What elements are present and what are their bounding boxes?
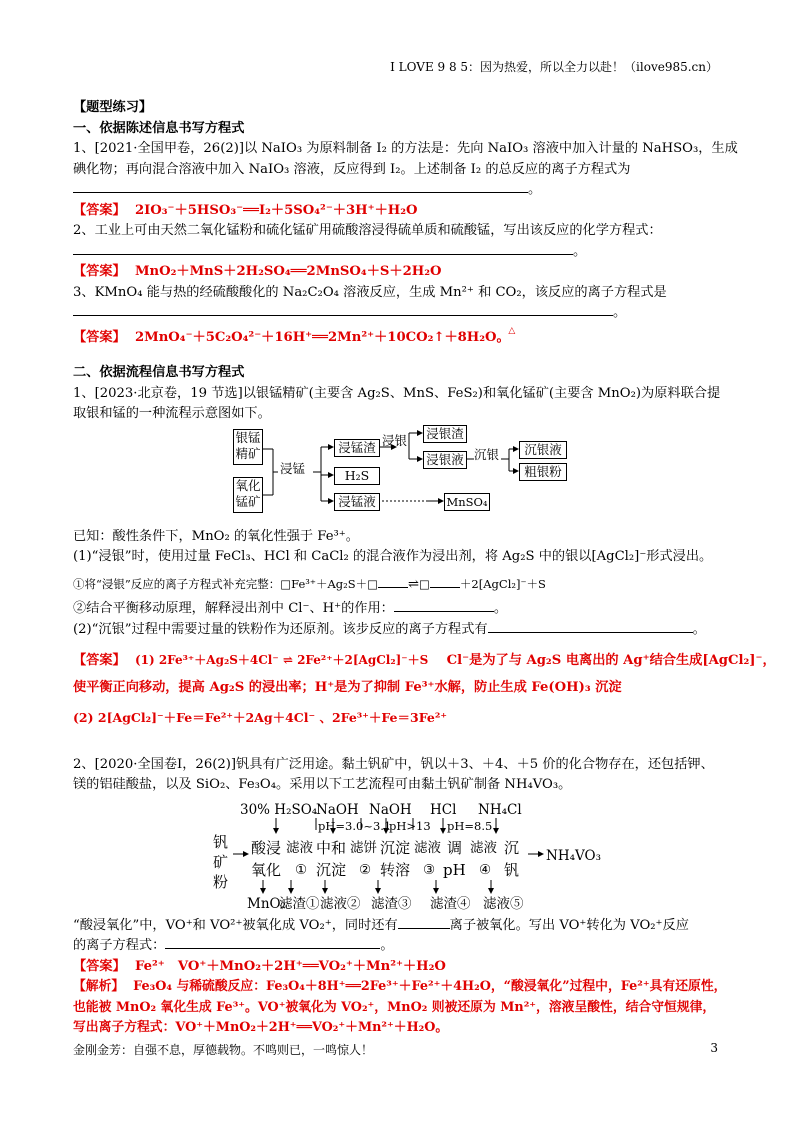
h2s-box: H₂S [334,467,380,485]
answer-label: 【答案】 [73,653,126,668]
ore-char-2: 矿 [213,852,229,871]
part2-title: 二、依据流程信息书写方程式 [73,365,245,380]
residue-ag-box: 浸银渣 [423,425,467,443]
p2q2-answer [73,957,719,978]
step-neutralize: 中和 [316,838,347,857]
q1-answer [73,201,719,222]
answer-text: MnO₂＋MnS＋2H₂SO₄══2MnSO₄＋S＋2H₂O [134,264,442,279]
q3-text: 3、KMnO₄ 能与热的经硫酸酸化的 Na₂C₂O₄ 溶液反应，生成 Mn²⁺ 和 CO₂，该反应的离子方程式是 [73,284,667,300]
q1-text-a: 1、[2021·全国甲卷，26(2)]以 NaIO₃ 为原料制备 I₂ 的方法是：先向 NaIO₃ 溶液中加入计量的 NaHSO₃，生成 [73,141,738,156]
precip-ag-label: 沉银 [474,446,500,462]
reagent-naoh-1: NaOH [316,801,359,818]
filtrate-3: 滤液 [414,839,441,856]
p2q2-question-b: 的离子方程式： 。 [73,938,394,953]
p2q1-answer2: (2) 2[AgCl₂]⁻＋Fe＝Fe²⁺＋2Ag＋4Cl⁻ 、2Fe³⁺＋Fe＝3Fe²⁺ [73,710,447,725]
p2q1-part2: (2)“沉银”过程中需要过量的铁粉作为还原剂。该步反应的离子方程式有 。 [73,621,706,637]
p2q1-answer [73,650,776,672]
filter-cake-num: ② [359,861,372,878]
bottom-filtrate-5: 滤液⑤ [483,895,524,912]
q2-blank-line: 。 [73,242,719,263]
p2q1-part1b: ②结合平衡移动原理，解释浸出剂中 Cl⁻、H⁺的作用： 。 [73,601,508,616]
liquor-ag-box: 浸银液 [423,451,467,469]
step-ph: pH [443,860,466,879]
p2q2-text-b: 镁的铝硅酸盐，以及 SiO₂、Fe₃O₄。采用以下工艺流程可由黏土钒矿制备 NH₄VO₃。 [73,777,572,792]
mnso4-box: MnSO₄ [444,493,490,511]
reagent-nh4cl: NH₄Cl [478,801,522,818]
bottom-residue-1: 滤渣① [279,895,320,912]
page-header: I LOVE 9 8 5：因为热爱，所以全力以赴！（ilove985.cn） [390,60,718,74]
step-acid-leach: 酸浸 [251,838,282,857]
q1-text-b: 碘化物；再向混合溶液中加入 NaIO₃ 溶液，反应得到 I₂。上述制备 I₂ 的总反应的离子方程式为 [73,161,631,177]
crude-ag-box: 粗银粉 [519,463,567,481]
flowchart-silver-manganese [73,425,673,521]
filtrate-4: 滤液 [470,839,497,856]
answer-label: 【答案】 [73,329,126,345]
answer-label: 【答案】 [73,202,126,218]
p2q1-answer-expl2: 使平衡正向移动，提高 Ag₂S 的浸出率；H⁺是为了抑制 Fe³⁺水解，防止生成 Fe(OH)₃ 沉淀 [73,679,622,695]
ore1-box: 银锰精矿 [233,429,263,465]
step-adjust: 调 [447,838,463,857]
step-redissolve: 转溶 [380,860,411,879]
q3-answer [73,325,719,350]
p2q1-text-a: 1、[2023·北京卷，19 节选]以银锰精矿(主要含 Ag₂S、MnS、FeS₂)和氧化锰矿(主要含 MnO₂)为原料联合提 [73,385,721,401]
precip-liquor-box: 沉银液 [519,441,567,459]
p2q1-text-b: 取银和锰的一种流程示意图如下。 [73,406,271,421]
product-nh4vo3: NH₄VO₃ [546,847,601,864]
q2-answer [73,262,719,283]
filter-cake: 滤饼 [350,839,377,856]
ph-label-2: pH>13 [389,818,431,833]
ph-label-3: pH=8.5 [447,818,493,833]
leach-ag-label: 浸银 [382,432,408,448]
reagent-h2so4: 30% H₂SO₄ [240,801,318,818]
step-precipitate-2: 沉淀 [380,838,411,857]
answer-label: 【答案】 [73,264,126,279]
liquor-mn-box: 浸锰液 [334,493,380,511]
q2-text: 2、工业上可由天然二氧化锰粉和硫化锰矿用硫酸溶浸得硫单质和硫酸锰，写出该反应的化学方程式： [73,223,662,238]
p2q1-part1: (1)“浸银”时，使用过量 FeCl₃、HCl 和 CaCl₂ 的混合液作为浸出剂，将 Ag₂S 中的银以[AgCl₂]⁻形式浸出。 [73,549,713,564]
ore-char-3: 粉 [213,872,229,891]
leach-mn-label: 浸锰 [280,460,306,476]
step-v: 钒 [504,860,520,879]
answer-expl1: Cl⁻是为了与 Ag₂S 电离出的 Ag⁺结合生成[AgCl₂]⁻， [446,653,776,668]
flowchart-vanadium [73,798,673,914]
filtrate-4-num: ④ [479,861,492,878]
ore2-box: 氧化锰矿 [233,477,263,513]
bottom-mno2: MnO₂ [247,895,286,912]
filtrate-3-num: ③ [423,861,436,878]
part1-title: 一、依据陈述信息书写方程式 [73,120,245,136]
page-footer: 金刚金芳：自强不息，厚德载物。不鸣则已，一鸣惊人！ [73,1043,374,1057]
p2q2-text-a: 2、[2020·全国卷Ⅰ，26(2)]钒具有广泛用途。黏土钒矿中，钒以＋3、＋4、＋5 价的化合物存在，还包括钾、 [73,756,714,772]
step-oxidize: 氧化 [251,860,282,879]
answer-text: 2IO₃⁻＋5HSO₃⁻══I₂＋5SO₄²⁻＋3H⁺＋H₂O [134,202,418,218]
reagent-naoh-2: NaOH [369,801,412,818]
p2q2-explanation-3: 写出离子方程式：VO⁺＋MnO₂＋2H⁺══VO₂⁺＋Mn²⁺＋H₂O。 [73,1020,449,1035]
residue-mn-box: 浸锰渣 [334,439,380,457]
document-body [73,98,776,1039]
ph-label-1: pH=3.0~3.1 [318,818,392,833]
page-number: 3 [710,1041,718,1055]
reagent-hcl: HCl [430,801,457,818]
step-precip-v: 沉 [504,838,520,857]
answer-eq1: (1) 2Fe³⁺＋Ag₂S＋4Cl⁻ ⇌ 2Fe²⁺＋2[AgCl₂]⁻＋S [134,653,429,667]
known-condition: 已知：酸性条件下，MnO₂ 的氧化性强于 Fe³⁺。 [73,528,359,544]
bottom-residue-4: 滤渣④ [430,895,471,912]
heating-condition: △ [508,325,516,336]
p2q2-explanation-1: 【解析】 Fe₃O₄ 与稀硫酸反应：Fe₃O₄＋8H⁺══2Fe³⁺＋Fe²⁺＋4H₂O，“酸浸氧化”过程中，Fe²⁺具有还原性， [73,979,727,994]
bottom-filtrate-2: 滤液② [320,895,361,912]
p2q2-question-a: “酸浸氧化”中，VO⁺和 VO²⁺被氧化成 VO₂⁺，同时还有 离子被氧化。写出 VO⁺转化为 VO₂⁺反应 [73,917,689,933]
filtrate-1-num: ① [295,861,308,878]
p2q1-part1a: ①将“浸银”反应的离子方程式补充完整：□Fe³⁺＋Ag₂S＋□ ⇌□ ＋2[AgCl₂]⁻＋S [73,576,546,592]
step-precipitate: 沉淀 [316,860,347,879]
filtrate-1: 滤液 [286,839,313,856]
explanation-label: 【解析】 [73,979,125,994]
q1-blank-line: 。 [73,180,719,201]
ore-char-1: 钒 [213,832,229,851]
answer-text: Fe²⁺ VO⁺＋MnO₂＋2H⁺══VO₂⁺＋Mn²⁺＋H₂O [134,958,446,974]
q3-blank-line: 。 [73,303,719,324]
p2q2-explanation-2: 也能被 MnO₂ 氧化生成 Fe³⁺。VO⁺被氧化为 VO₂⁺，MnO₂ 则被还原为 Mn²⁺，溶液呈酸性，结合守恒规律， [73,999,716,1015]
bottom-residue-3: 滤渣③ [371,895,412,912]
answer-text: 2MnO₄⁻＋5C₂O₄²⁻＋16H⁺══2Mn²⁺＋10CO₂↑＋8H₂O。 [134,329,510,345]
section-title: 【题型练习】 [73,100,153,115]
answer-label: 【答案】 [73,958,126,974]
